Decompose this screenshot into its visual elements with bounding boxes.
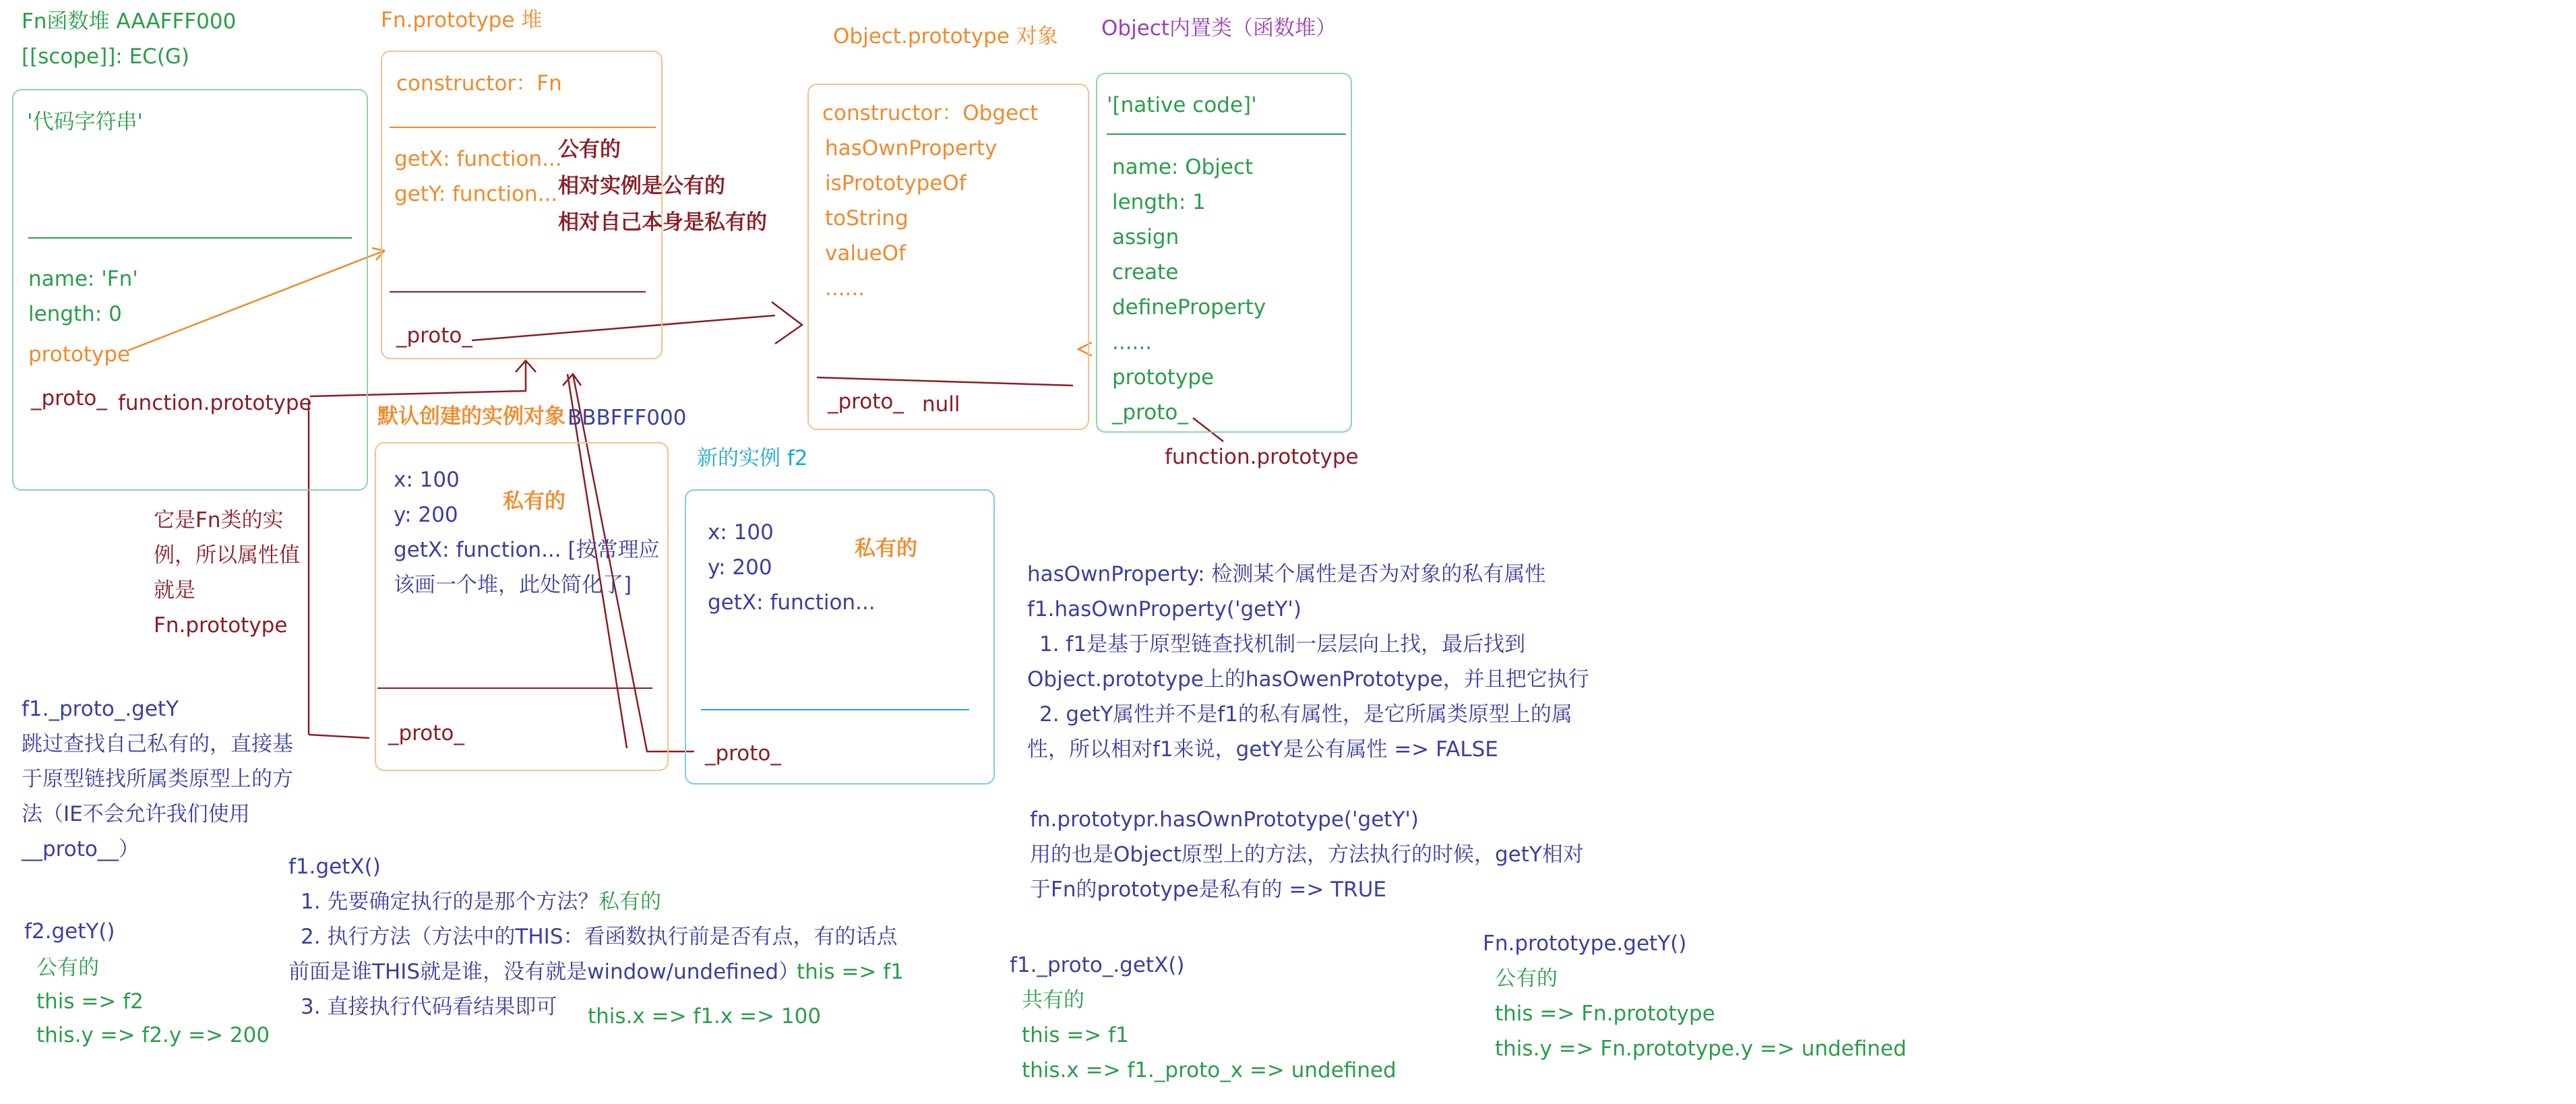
fn-heap-divider [28, 237, 352, 239]
object-builtin-prototype: prototype [1112, 365, 1215, 390]
f1-proto-gety-title: f1._proto_.getY [22, 697, 179, 721]
hasown-line: hasOwnProperty: 检测某个属性是否为对象的私有属性 [1027, 562, 1546, 586]
f1-getx-step3-answer: this.x => f1.x => 100 [588, 1004, 822, 1029]
f1-getx-step1-answer: 私有的 [599, 890, 661, 914]
object-builtin-prop: length: 1 [1112, 190, 1206, 214]
fn-heap-proto-target: function.prototype [118, 391, 312, 415]
default-instance-id: BBBFFF000 [568, 406, 687, 430]
fn-prototype-divider1 [390, 127, 656, 128]
object-prototype-method: isPrototypeOf [825, 171, 967, 195]
new-instance-y: y: 200 [708, 555, 772, 580]
instance-proto-horizontal [309, 735, 369, 738]
object-builtin-prop: name: Object [1112, 155, 1254, 179]
new-instance-proto: _proto_ [705, 741, 781, 766]
fn-hasown-line: 用的也是Object原型上的方法，方法执行的时候，getY相对 [1030, 842, 1584, 867]
fn-prototype-divider2 [390, 291, 646, 293]
hasown-line: 2. getY属性并不是f1的私有属性，是它所属类原型上的属 [1039, 702, 1572, 727]
fn-heap-code: '代码字符串' [27, 110, 144, 134]
f1-proto-getx-line: this => f1 [1022, 1023, 1129, 1047]
object-prototype-method: valueOf [825, 241, 906, 266]
f1-getx-step2: 2. 执行方法（方法中的THIS：看函数执行前是否有点，有的话点 [301, 925, 898, 949]
instance-note-line: 它是Fn类的实 [154, 508, 284, 532]
new-instance-title: 新的实例 f2 [697, 446, 808, 470]
object-builtin-proto: _proto_ [1112, 400, 1188, 425]
fnproto-gety-line: 公有的 [1495, 967, 1558, 991]
instance-note-line: 就是 [154, 578, 195, 603]
instance-note-line: 例，所以属性值 [154, 543, 300, 568]
object-prototype-title: Object.prototype 对象 [833, 24, 1058, 49]
f1-proto-getx-title: f1._proto_.getX() [1010, 953, 1185, 977]
f1-proto-getx-line: 共有的 [1022, 988, 1084, 1012]
fn-prototype-note-public: 公有的 [558, 137, 621, 162]
default-instance-y: y: 200 [394, 503, 458, 527]
f1-proto-gety-line: __proto__） [22, 837, 140, 861]
f2-gety-title: f2.getY() [24, 919, 115, 944]
fn-heap-prototype: prototype [28, 342, 131, 367]
f1-proto-gety-line: 于原型链找所属类原型上的方 [22, 767, 293, 791]
f1-getx-step1: 1. 先要确定执行的是那个方法？ [301, 890, 599, 914]
f1-proto-gety-line: 跳过查找自己私有的，直接基 [22, 732, 293, 756]
f1-getx-step2-answer: this => f1 [797, 960, 904, 984]
object-prototype-method: hasOwnProperty [825, 136, 998, 160]
object-builtin-prop: defineProperty [1112, 295, 1266, 319]
fn-prototype-title: Fn.prototype 堆 [381, 8, 543, 32]
hasown-line: Object.prototype上的hasOwenPrototype，并且把它执行 [1027, 667, 1589, 692]
f1-getx-step2-cont: 前面是谁THIS就是谁，没有就是window/undefined） [288, 960, 800, 984]
new-instance-private: 私有的 [855, 536, 917, 561]
default-instance-proto: _proto_ [388, 721, 464, 745]
f1-getx-step3: 3. 直接执行代码看结果即可 [301, 995, 557, 1019]
object-prototype-constructor: constructor：Obgect [822, 101, 1039, 125]
fn-prototype-gety: getY: function... [394, 182, 558, 206]
default-instance-x: x: 100 [394, 468, 460, 492]
fn-heap-scope: [[scope]]: EC(G) [22, 44, 190, 69]
fnproto-proto-arrow-head [772, 302, 802, 344]
hasown-line: 1. f1是基于原型链查找机制一层层向上找，最后找到 [1039, 632, 1526, 656]
f1-getx-title: f1.getX() [288, 855, 381, 879]
fn-hasown-line: 于Fn的prototype是私有的 => TRUE [1030, 878, 1386, 902]
f2-gety-line: this => f2 [36, 989, 144, 1014]
object-builtin-prop: create [1112, 260, 1179, 284]
fnproto-gety-line: this.y => Fn.prototype.y => undefined [1495, 1037, 1907, 1061]
fn-heap-name: name: 'Fn' [28, 267, 138, 291]
f2-proto-arrow-head [563, 374, 581, 386]
f2-gety-line: this.y => f2.y => 200 [36, 1023, 270, 1047]
hasown-line: 性，所以相对f1来说，getY是公有属性 => FALSE [1027, 737, 1498, 762]
new-instance-divider [701, 709, 969, 710]
f1-proto-gety-line: 法（IE不会允许我们使用 [22, 802, 250, 826]
hasown-line: f1.hasOwnProperty('getY') [1027, 597, 1301, 621]
object-prototype-method: ...... [825, 276, 865, 301]
f2-gety-line: 公有的 [36, 956, 99, 980]
fnproto-gety-line: this => Fn.prototype [1495, 1002, 1715, 1026]
object-builtin-native: '[native code]' [1107, 93, 1257, 117]
instance-note-line: Fn.prototype [154, 613, 288, 638]
default-instance-getx: getX: function... [按常理应 [394, 538, 660, 562]
object-prototype-proto: _proto_ [828, 390, 904, 414]
fn-heap-title: Fn函数堆 AAAFFF000 [22, 9, 237, 34]
fn-heap-proto: _proto_ [31, 386, 107, 410]
object-builtin-prop: ...... [1112, 330, 1153, 355]
fn-hasown-line: fn.prototypr.hasOwnPrototype('getY') [1030, 807, 1419, 832]
fn-prototype-note-instance: 相对实例是公有的 [558, 174, 725, 198]
fn-prototype-note-self: 相对自己本身是私有的 [558, 210, 767, 235]
object-builtin-proto-target: function.prototype [1165, 445, 1359, 469]
fn-prototype-proto: _proto_ [396, 324, 472, 348]
f1-proto-getx-line: this.x => f1._proto_x => undefined [1022, 1058, 1397, 1082]
default-instance-divider [377, 687, 652, 689]
new-instance-getx: getX: function... [708, 590, 876, 615]
fn-prototype-constructor: constructor：Fn [396, 71, 562, 96]
default-instance-getx-note: 该画一个堆，此处简化了] [394, 573, 632, 597]
new-instance-x: x: 100 [708, 520, 774, 545]
object-builtin-divider [1107, 133, 1346, 135]
object-builtin-title: Object内置类（函数堆） [1101, 16, 1337, 40]
object-prototype-null: null [922, 392, 960, 417]
fn-heap-length: length: 0 [28, 302, 122, 326]
fnproto-gety-title: Fn.prototype.getY() [1483, 931, 1687, 956]
default-instance-private: 私有的 [503, 489, 565, 514]
object-prototype-method: toString [825, 206, 909, 231]
fn-prototype-getx: getX: function... [394, 147, 562, 171]
object-builtin-prop: assign [1112, 225, 1179, 249]
default-instance-title: 默认创建的实例对象 [377, 404, 565, 429]
